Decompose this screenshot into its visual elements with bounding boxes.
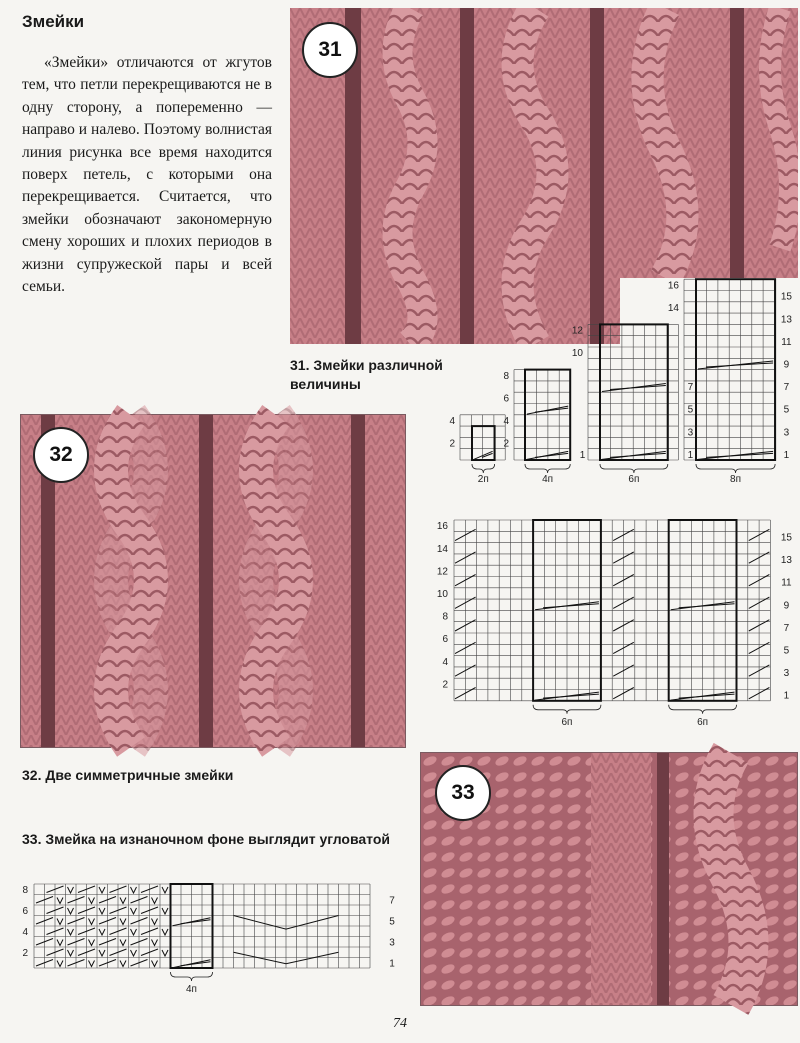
chart31-width-label: 4п <box>542 474 554 485</box>
chart31-brace-1 <box>472 464 495 473</box>
chart-31-grid <box>440 280 800 492</box>
chart33-v-mark <box>120 919 126 925</box>
page-number: 74 <box>393 1016 407 1031</box>
chart33-v-mark <box>152 940 158 946</box>
caption-33: 33. Змейка на изнаночном фоне выглядит угловатой <box>22 831 391 847</box>
chart31-row-label-right: 13 <box>780 314 792 326</box>
chart33-v-mark <box>89 961 95 967</box>
chart33-width-label: 4п <box>186 984 197 995</box>
chart31-brace-2 <box>525 464 570 473</box>
chart33-v-mark <box>68 950 74 956</box>
chart33-v-mark <box>152 898 158 904</box>
chart31-row-label-right: 7 <box>687 382 694 394</box>
chart33-v-mark <box>99 929 105 935</box>
chart31-row-label: 10 <box>571 348 583 360</box>
photo-33-badge: 33 <box>435 765 491 821</box>
chart33-cross-mid <box>181 920 211 924</box>
chart33-row-label: 2 <box>22 947 28 959</box>
chart32-row-label: 2 <box>442 679 448 691</box>
chart33-v-mark <box>57 940 63 946</box>
chart33-row-label: 6 <box>22 905 28 917</box>
chart33-v-mark <box>162 887 168 893</box>
chart31-row-label: 14 <box>667 302 679 314</box>
chart33-v-mark <box>152 961 158 967</box>
chart32-cross-bottom-2 <box>679 694 735 698</box>
chart32-cross-mid-1 <box>543 604 599 608</box>
chart32-width-label: 6п <box>561 716 573 728</box>
chart33-v-mark <box>99 950 105 956</box>
chart31-row-label: 16 <box>667 280 679 292</box>
chart33-cross-bottom <box>181 962 211 966</box>
chart-33 <box>14 878 404 1000</box>
chart32-row-label: 4 <box>442 656 448 668</box>
chart32-row-label: 6 <box>442 634 448 646</box>
chart32-row-label: 10 <box>436 588 448 600</box>
chart31-row-label: 12 <box>571 325 583 337</box>
chart31-row-label: 8 <box>503 370 509 382</box>
chart33-v-mark <box>99 887 105 893</box>
chart32-row-label-right: 1 <box>783 690 790 702</box>
chart33-row-label: 8 <box>22 884 28 896</box>
chart32-width-label: 6п <box>697 716 709 728</box>
chart32-brace-1 <box>533 705 601 714</box>
chart32-row-label-right: 3 <box>783 668 790 680</box>
chart31-row-label-right: 11 <box>781 336 792 348</box>
chart33-v-mark <box>99 908 105 914</box>
chart33-v-mark <box>131 929 137 935</box>
chart33-v-mark <box>57 961 63 967</box>
chart31-row-label-right: 7 <box>783 382 790 394</box>
chart33-v-mark <box>120 898 126 904</box>
chart31-cross-1 <box>474 451 493 459</box>
section-heading: Змейки <box>22 12 85 31</box>
chart33-row-label: 4 <box>22 926 28 938</box>
chart31-cross-mid-2 <box>535 408 568 412</box>
chart33-v-mark <box>162 950 168 956</box>
chart33-row-label-right: 5 <box>389 916 395 928</box>
chart33-v-mark <box>89 940 95 946</box>
chart32-row-label: 16 <box>436 521 448 533</box>
chart31-row-label-right: 1 <box>783 449 790 461</box>
chart33-v-mark <box>89 919 95 925</box>
caption-31: 31. Змейки различной величины <box>290 357 443 392</box>
chart32-row-label: 8 <box>442 611 448 623</box>
chart33-v-mark <box>57 898 63 904</box>
chart32-row-label-right: 13 <box>780 555 792 567</box>
chart33-v-mark <box>120 940 126 946</box>
chart31-cross-mid-3 <box>610 386 666 390</box>
chart33-v-mark <box>131 950 137 956</box>
chart33-row-label-right: 1 <box>389 958 395 970</box>
chart33-brace <box>171 972 213 981</box>
chart31-row-label: 4 <box>503 415 509 427</box>
chart33-row-label-right: 7 <box>389 895 395 907</box>
chart33-v-mark <box>57 919 63 925</box>
chart31-width-label: 2п <box>477 474 489 485</box>
chart31-width-label: 6п <box>628 474 640 485</box>
chart33-v-mark <box>68 887 74 893</box>
chart32-row-label-right: 15 <box>780 532 792 544</box>
chart31-cross-2 <box>535 453 568 457</box>
chart31-cross-3 <box>610 453 666 457</box>
chart32-cross-mid-2 <box>679 604 735 608</box>
chart33-v-mark <box>68 908 74 914</box>
chart32-row-label-right: 9 <box>783 600 790 612</box>
chart-32 <box>420 512 790 732</box>
chart33-v-mark <box>131 908 137 914</box>
chart31-row-label: 4 <box>449 415 455 427</box>
caption-32: 32. Две симметричные змейки <box>22 767 234 783</box>
chart31-row-label-right: 3 <box>783 427 790 439</box>
chart33-v-mark <box>131 887 137 893</box>
photo-32-badge: 32 <box>33 427 89 483</box>
chart31-row-label-right: 9 <box>783 359 790 371</box>
chart31-row-label-right: 3 <box>687 427 694 439</box>
chart32-cross-bottom-1 <box>543 694 599 698</box>
photo-31-badge: 31 <box>302 22 358 78</box>
chart31-row-label-right: 5 <box>687 404 694 416</box>
chart31-brace-4 <box>696 464 775 473</box>
chart31-row-label: 2 <box>503 438 509 450</box>
chart31-row-label-right: 5 <box>783 404 790 416</box>
chart-31 <box>440 280 800 492</box>
chart32-brace-2 <box>669 705 737 714</box>
chart31-row-label-right: 15 <box>780 291 792 303</box>
chart32-row-label-right: 11 <box>781 577 792 589</box>
chart31-width-label: 8п <box>730 474 742 485</box>
chart33-v-mark <box>120 961 126 967</box>
chart32-row-label: 12 <box>436 566 448 578</box>
chart32-row-label-right: 7 <box>783 622 790 634</box>
chart33-v-mark <box>162 929 168 935</box>
chart31-row-label: 2 <box>449 438 455 450</box>
chart-32-grid <box>420 512 790 732</box>
chart32-row-label: 14 <box>436 543 448 555</box>
chart33-v-mark <box>89 898 95 904</box>
chart33-v-mark <box>162 908 168 914</box>
photo-32 <box>20 414 406 748</box>
intro-paragraph: «Змейки» отличаются от жгутов тем, что петли перекрещиваются не в одну сторону, а попеременно — направо и налево. Поэтому волнистая линия рисунка все время находится поверх петель, с которыми она перекрещивается. Считается, что змейки обозначают закономерную смену хороших и плохих периодов в жизни супружеской пары и всей семьи. <box>22 54 272 296</box>
chart32-row-label-right: 5 <box>783 645 790 657</box>
chart33-v-mark <box>68 929 74 935</box>
chart31-row-label-right: 1 <box>687 449 694 461</box>
chart31-row-label-right: 1 <box>579 449 586 461</box>
chart31-brace-3 <box>600 464 668 473</box>
chart31-row-label: 6 <box>503 393 509 405</box>
photo-33 <box>420 752 798 1006</box>
chart-33-grid <box>14 878 404 1000</box>
chart33-v-mark <box>152 919 158 925</box>
chart33-row-label-right: 3 <box>389 937 395 949</box>
